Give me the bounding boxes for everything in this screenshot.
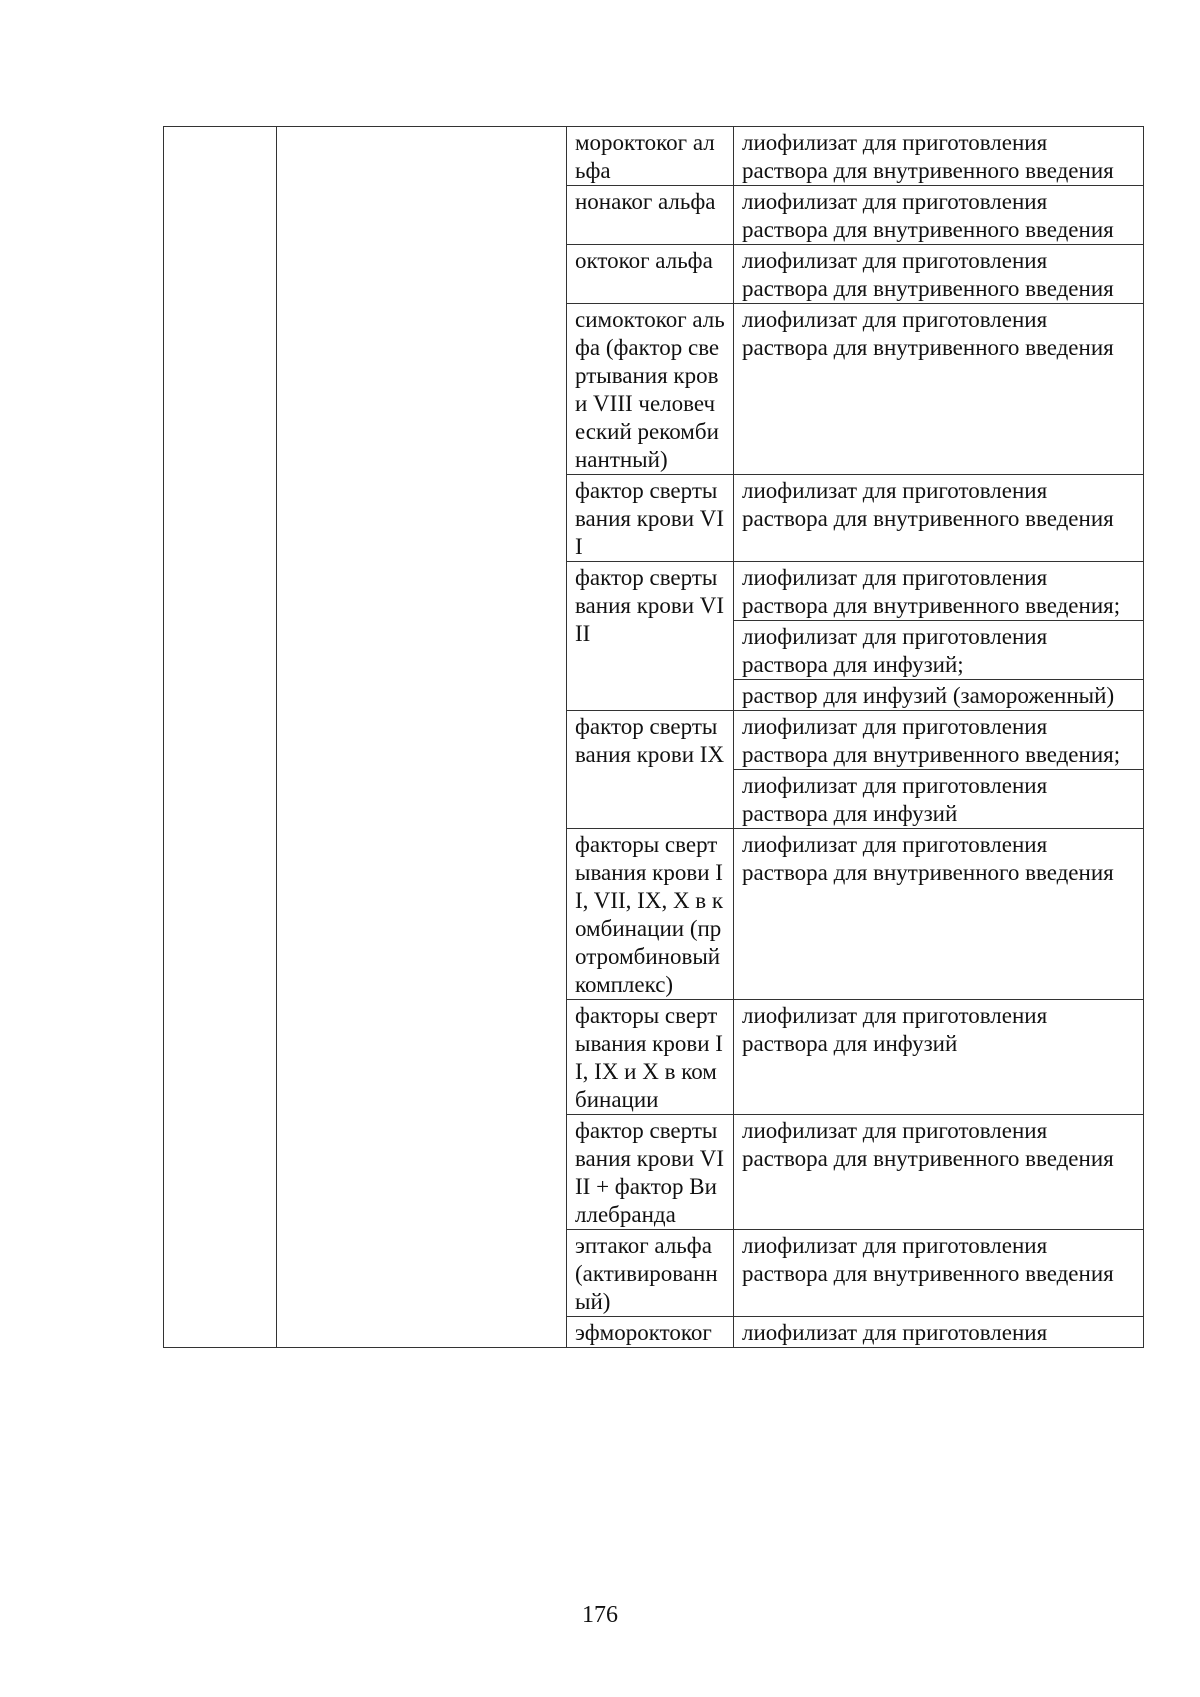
dosage-form-cell: лиофилизат для приготовления: [734, 1317, 1144, 1348]
table-body: [164, 127, 1144, 1348]
drug-name-cell: эптаког альфа (активированный): [567, 1230, 734, 1317]
dosage-form-cell: лиофилизат для приготовления раствора для внутривенного введения: [734, 127, 1144, 186]
page-number: 176: [582, 1602, 618, 1628]
dosage-form-cell: раствор для инфузий (замороженный): [734, 680, 1144, 711]
drug-table: [163, 126, 1144, 1348]
dosage-form-cell: лиофилизат для приготовления раствора для внутривенного введения: [734, 475, 1144, 562]
dosage-form-cell: лиофилизат для приготовления раствора для внутривенного введения: [734, 829, 1144, 1000]
atc-code-cell: [164, 127, 277, 1348]
drug-name-cell: факторы свертывания крови II, IX и X в комбинации: [567, 1000, 734, 1115]
drug-name-cell: симоктоког альфа (фактор свертывания крови VIII человеческий рекомбинантный): [567, 304, 734, 475]
dosage-form-cell: лиофилизат для приготовления раствора для инфузий: [734, 1000, 1144, 1115]
dosage-form-cell: лиофилизат для приготовления раствора для инфузий;: [734, 621, 1144, 680]
drug-name-cell: мороктоког альфа: [567, 127, 734, 186]
table-row: [164, 127, 1144, 186]
dosage-form-cell: лиофилизат для приготовления раствора для внутривенного введения: [734, 245, 1144, 304]
dosage-form-cell: лиофилизат для приготовления раствора для внутривенного введения: [734, 186, 1144, 245]
drug-name-cell: октоког альфа: [567, 245, 734, 304]
dosage-form-cell: лиофилизат для приготовления раствора для внутривенного введения;: [734, 562, 1144, 621]
drug-name-cell: фактор свертывания крови VIII + фактор Виллебранда: [567, 1115, 734, 1230]
drug-name-cell: факторы свертывания крови II, VII, IX, X в комбинации (протромбиновый комплекс): [567, 829, 734, 1000]
dosage-form-cell: лиофилизат для приготовления раствора для внутривенного введения;: [734, 711, 1144, 770]
drug-name-cell: фактор свертывания крови VII: [567, 475, 734, 562]
drug-name-cell: фактор свертывания крови IX: [567, 711, 734, 829]
dosage-form-cell: лиофилизат для приготовления раствора для внутривенного введения: [734, 1115, 1144, 1230]
dosage-form-cell: лиофилизат для приготовления раствора для внутривенного введения: [734, 304, 1144, 475]
drug-name-cell: фактор свертывания крови VIII: [567, 562, 734, 711]
group-name-cell: [277, 127, 567, 1348]
drug-name-cell: нонаког альфа: [567, 186, 734, 245]
drug-name-cell: эфмороктоког: [567, 1317, 734, 1348]
dosage-form-cell: лиофилизат для приготовления раствора для внутривенного введения: [734, 1230, 1144, 1317]
dosage-form-cell: лиофилизат для приготовления раствора для инфузий: [734, 770, 1144, 829]
